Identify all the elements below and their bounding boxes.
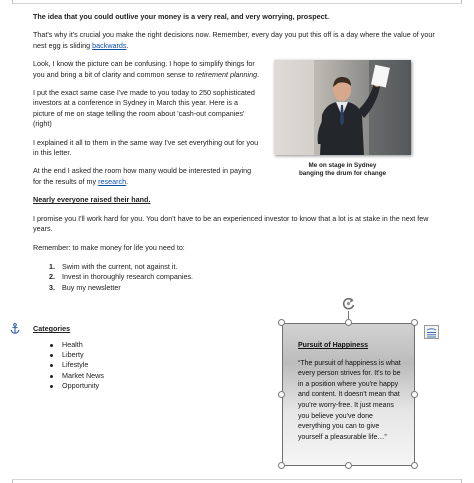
paragraph-5-end: . [126, 176, 129, 186]
caption-line-1: Me on stage in Sydney [308, 162, 377, 169]
resize-handle-bottom[interactable] [345, 462, 352, 469]
list-number: 2. [49, 272, 55, 282]
paragraph-5 [33, 166, 261, 187]
list-number: 3. [49, 282, 55, 292]
resize-handle-bottom-right[interactable] [411, 462, 418, 469]
letter-heading: The idea that you could outlive your money is a very real, and very worrying, prospect. [33, 12, 329, 21]
list-item-text: Buy my newsletter [62, 282, 121, 292]
retirement-planning-emphasis: retirement planning [195, 69, 258, 79]
page-bottom-edge [12, 479, 462, 483]
paragraph-6: I promise you I'll work hard for you. You don't have to be an experienced investor to know that a lot is at stake in the next few years. [33, 213, 429, 234]
category-item: Health [33, 340, 445, 350]
stage-photo[interactable] [274, 60, 411, 155]
photo-caption [274, 162, 411, 178]
textbox-quote: “The pursuit of happiness is what every person strives for. It's to be in a position where you're happy and content. It doesn't mean that you're worry-free. It just means you believe you've done everything you can to give yourself a pleasurable life…” [298, 359, 401, 441]
list-item [33, 262, 445, 272]
paragraph-1 [33, 30, 445, 51]
caption-line-2: banging the drum for change [298, 170, 387, 177]
paragraph-4: I explained it all to them in the same way I've set everything out for you in this letter. [33, 137, 259, 158]
page-top-edge [12, 0, 462, 4]
category-item: Market News [33, 371, 445, 381]
list-number: 1. [49, 261, 55, 271]
backwards-link[interactable]: backwards [92, 40, 127, 50]
resize-handle-top[interactable] [345, 319, 352, 326]
category-item: Liberty [33, 350, 445, 360]
resize-handle-right[interactable] [411, 391, 418, 398]
textbox-title: Pursuit of Happiness [298, 342, 369, 349]
research-link[interactable]: research [98, 176, 127, 186]
paragraph-2 [33, 59, 261, 80]
textbox-body[interactable] [282, 323, 415, 466]
presenter-illustration [274, 60, 411, 155]
rotate-handle-icon[interactable] [341, 296, 356, 311]
resize-handle-bottom-left[interactable] [278, 462, 285, 469]
paragraph-2-end: . [257, 69, 260, 79]
pursuit-textbox[interactable] [282, 323, 415, 466]
anchor-icon[interactable] [10, 321, 20, 332]
paragraph-3: I put the exact same case I've made to you today to 250 sophisticated investors at a conference in Sydney in March this year. Here is a picture of me on stage telling the room about 'cash-out companies' (right) [33, 88, 255, 129]
category-item: Lifestyle [33, 360, 445, 370]
remember-line: Remember: to make money for life you need to: [33, 242, 185, 252]
list-item [33, 283, 445, 293]
categories-heading: Categories [33, 324, 71, 334]
layout-options-icon[interactable] [424, 325, 439, 339]
list-item [33, 272, 445, 282]
raised-hand-subheading: Nearly everyone raised their hand. [33, 195, 151, 205]
category-item: Opportunity [33, 381, 445, 391]
resize-handle-left[interactable] [278, 391, 285, 398]
paragraph-5-text: At the end I asked the room how many would be interested in paying for the results of my [33, 166, 252, 186]
steps-list [33, 262, 445, 293]
paragraph-2-text: Look, I know the picture can be confusing. I hope to simplify things for you and bring a bit of clarity and common sense to [33, 59, 255, 79]
paragraph-1-end: . [126, 40, 129, 50]
list-item-text: Swim with the current, not against it. [62, 261, 178, 271]
resize-handle-top-left[interactable] [278, 319, 285, 326]
stage-photo-figure[interactable] [274, 60, 411, 178]
resize-handle-top-right[interactable] [411, 319, 418, 326]
paragraph-1-text: That's why it's crucial you make the right decisions now. Remember, every day you put this off is a day where the value of your nest egg is sliding [33, 30, 435, 50]
list-item-text: Invest in thoroughly research companies. [62, 272, 194, 282]
